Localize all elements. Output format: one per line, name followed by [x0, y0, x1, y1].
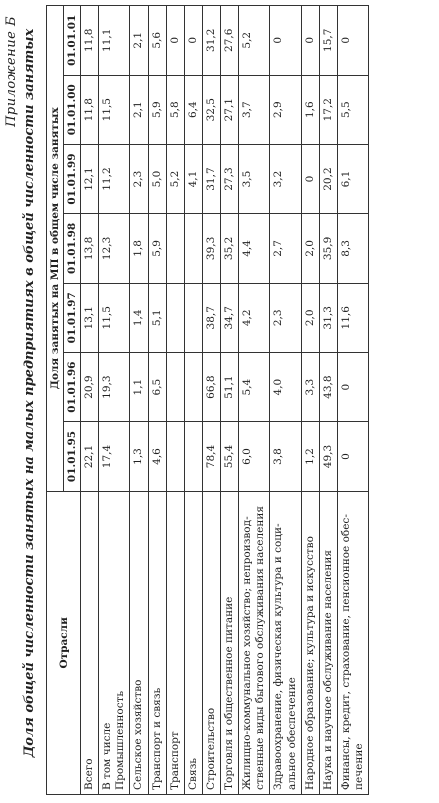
value-cell: 3,3	[301, 352, 319, 421]
value-cell: 3,7	[239, 75, 270, 144]
data-table	[46, 5, 369, 795]
table-row	[202, 6, 220, 795]
header-group: Доля занятых на МП в общем числе занятых	[47, 6, 64, 492]
value-cell: 34,7	[221, 283, 239, 352]
value-cell: 11,6	[337, 283, 368, 352]
sector-cell: Жилищно-коммунальное хозяйство; непроизвод-ственные виды бытового обслуживания населения	[239, 491, 270, 794]
table-row	[270, 6, 301, 795]
value-cell: 1,3	[130, 422, 148, 491]
value-cell: 39,3	[202, 214, 220, 283]
value-cell: 4,4	[239, 214, 270, 283]
value-cell: 13,8	[81, 214, 99, 283]
sector-cell: В том числе Промышленность	[99, 491, 130, 794]
value-cell: 0	[337, 6, 368, 76]
value-cell: 6,0	[239, 422, 270, 491]
value-cell: 1,6	[301, 75, 319, 144]
value-cell	[166, 422, 184, 491]
value-cell: 1,2	[301, 422, 319, 491]
value-cell: 0	[166, 6, 184, 76]
value-cell	[166, 352, 184, 421]
sector-cell: Связь	[184, 491, 202, 794]
table-row	[81, 6, 99, 795]
value-cell: 5,6	[148, 6, 166, 76]
value-cell: 11,8	[81, 75, 99, 144]
value-cell: 78,4	[202, 422, 220, 491]
value-cell: 1,1	[130, 352, 148, 421]
value-cell	[166, 283, 184, 352]
value-cell: 17,4	[99, 422, 130, 491]
value-cell	[184, 214, 202, 283]
value-cell: 2,3	[270, 283, 301, 352]
value-cell: 5,9	[148, 214, 166, 283]
value-cell: 2,7	[270, 214, 301, 283]
value-cell: 6,1	[337, 144, 368, 213]
value-cell: 35,2	[221, 214, 239, 283]
sector-cell: Финансы, кредит, страхование, пенсионное обес-печение	[337, 491, 368, 794]
value-cell: 55,4	[221, 422, 239, 491]
value-cell: 19,3	[99, 352, 130, 421]
sector-cell: Сельское хозяйство	[130, 491, 148, 794]
value-cell	[184, 352, 202, 421]
value-cell: 0	[337, 352, 368, 421]
value-cell: 4,6	[148, 422, 166, 491]
sector-cell: Народное образование; культура и искусство	[301, 491, 319, 794]
value-cell: 27,1	[221, 75, 239, 144]
value-cell: 27,6	[221, 6, 239, 76]
value-cell: 3,2	[270, 144, 301, 213]
column-header: 01.01.98	[64, 214, 81, 283]
value-cell	[184, 422, 202, 491]
value-cell	[184, 283, 202, 352]
sector-cell: Торговля и общественное питание	[221, 491, 239, 794]
value-cell: 5,1	[148, 283, 166, 352]
value-cell: 31,3	[319, 283, 337, 352]
value-cell: 0	[184, 6, 202, 76]
value-cell: 20,9	[81, 352, 99, 421]
value-cell: 5,2	[166, 144, 184, 213]
value-cell: 11,5	[99, 75, 130, 144]
value-cell: 5,2	[239, 6, 270, 76]
value-cell: 0	[337, 422, 368, 491]
table-row	[239, 6, 270, 795]
document-title: Доля общей численности занятых на малых предприятиях в общей численности занятых	[22, 28, 37, 758]
table-row	[319, 6, 337, 795]
value-cell: 35,9	[319, 214, 337, 283]
table-row	[337, 6, 368, 795]
value-cell: 1,4	[130, 283, 148, 352]
value-cell: 66,8	[202, 352, 220, 421]
value-cell: 1,8	[130, 214, 148, 283]
value-cell: 31,2	[202, 6, 220, 76]
value-cell: 27,3	[221, 144, 239, 213]
value-cell: 2,3	[130, 144, 148, 213]
value-cell: 4,2	[239, 283, 270, 352]
value-cell: 5,9	[148, 75, 166, 144]
value-cell: 2,1	[130, 6, 148, 76]
value-cell: 12,1	[81, 144, 99, 213]
table-row	[148, 6, 166, 795]
value-cell: 0	[301, 6, 319, 76]
column-header: 01.01.00	[64, 75, 81, 144]
value-cell: 51,1	[221, 352, 239, 421]
value-cell: 8,3	[337, 214, 368, 283]
table-row	[301, 6, 319, 795]
value-cell: 32,5	[202, 75, 220, 144]
value-cell: 31,7	[202, 144, 220, 213]
column-header: 01.01.01	[64, 6, 81, 76]
value-cell: 49,3	[319, 422, 337, 491]
value-cell: 17,2	[319, 75, 337, 144]
value-cell: 11,5	[99, 283, 130, 352]
table-row	[166, 6, 184, 795]
header-row-group	[47, 6, 64, 795]
value-cell: 5,5	[337, 75, 368, 144]
value-cell: 38,7	[202, 283, 220, 352]
table-row	[184, 6, 202, 795]
value-cell: 12,3	[99, 214, 130, 283]
value-cell: 11,1	[99, 6, 130, 76]
sector-cell: Здравоохранение, физическая культура и соци-альное обеспечение	[270, 491, 301, 794]
value-cell: 11,2	[99, 144, 130, 213]
value-cell: 0	[270, 6, 301, 76]
value-cell: 5,0	[148, 144, 166, 213]
value-cell: 6,4	[184, 75, 202, 144]
value-cell: 4,1	[184, 144, 202, 213]
value-cell: 3,8	[270, 422, 301, 491]
value-cell: 3,5	[239, 144, 270, 213]
header-sector: Отрасли	[47, 491, 81, 794]
value-cell: 0	[301, 144, 319, 213]
column-header: 01.01.96	[64, 352, 81, 421]
column-header: 01.01.97	[64, 283, 81, 352]
table-row	[130, 6, 148, 795]
table-row	[221, 6, 239, 795]
value-cell: 2,9	[270, 75, 301, 144]
sector-cell: Наука и научное обслуживание населения	[319, 491, 337, 794]
value-cell: 22,1	[81, 422, 99, 491]
value-cell: 15,7	[319, 6, 337, 76]
appendix-label: Приложение Б	[4, 16, 19, 127]
value-cell: 20,2	[319, 144, 337, 213]
value-cell: 13,1	[81, 283, 99, 352]
value-cell: 43,8	[319, 352, 337, 421]
value-cell	[166, 214, 184, 283]
table-body	[81, 6, 369, 795]
sector-cell: Всего	[81, 491, 99, 794]
sector-cell: Строительство	[202, 491, 220, 794]
value-cell: 5,4	[239, 352, 270, 421]
value-cell: 2,0	[301, 283, 319, 352]
sector-cell: Транспорт	[166, 491, 184, 794]
value-cell: 6,5	[148, 352, 166, 421]
column-header: 01.01.95	[64, 422, 81, 491]
table-row	[99, 6, 130, 795]
value-cell: 2,0	[301, 214, 319, 283]
column-header: 01.01.99	[64, 144, 81, 213]
value-cell: 2,1	[130, 75, 148, 144]
sector-cell: Транспорт и связь	[148, 491, 166, 794]
value-cell: 11,8	[81, 6, 99, 76]
value-cell: 5,8	[166, 75, 184, 144]
value-cell: 4,0	[270, 352, 301, 421]
